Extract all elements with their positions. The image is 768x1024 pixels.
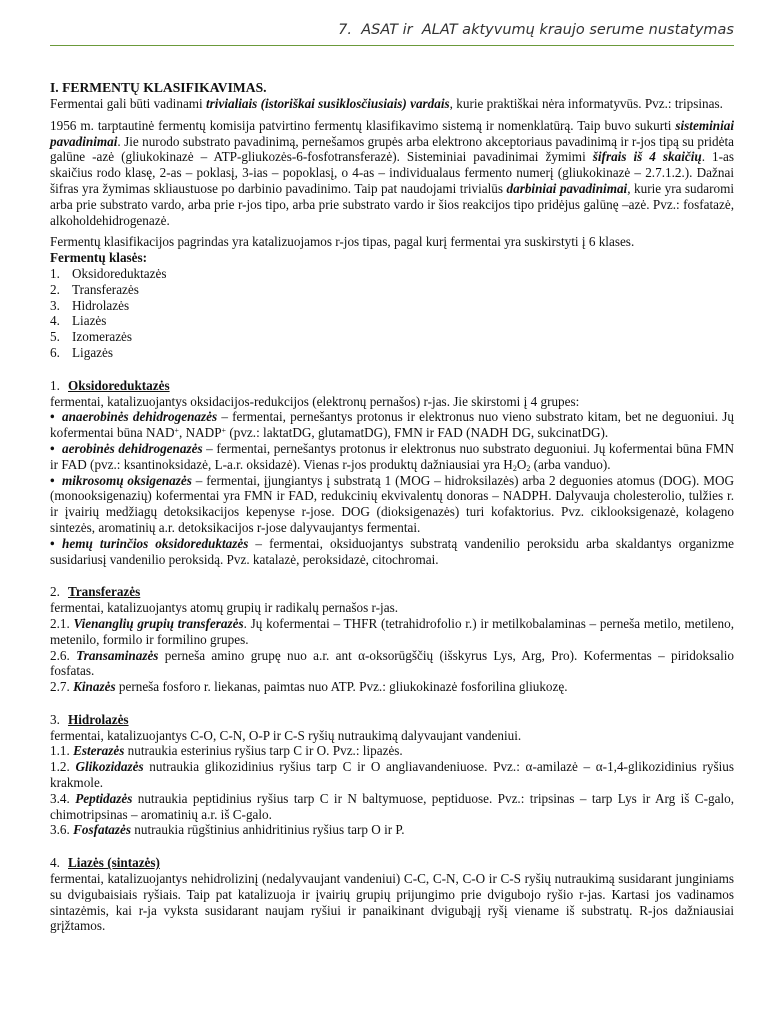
paragraph-systematic-names: 1956 m. tarptautinė fermentų komisija patvirtino fermentų klasifikavimo sistemą ir nomenklatūrą. Taip buvo sukurti sisteminiai pavadinimai. Jie nurodo substrato pavadinimą, pernešamos grupės arba elektrono akceptoriaus pavadinimą ir r-jos tipą su pridėta galūne -azė (gliukokinazė – ATP-gliukozės-6-fosfotransferazė). Sisteminiai pavadinimai žymimi šifrais iš 4 skaičių. 1-as skaičius rodo klasę, 2-as – poklasį, 3-ias – popoklasį, o 4-as – individualaus fermento numerį (gliukokinazė – 2.7.1.2.). Dažnai šifras yra žymimas skliaustuose po darbinio pavadinimo. Taip pat naudojami trivialūs darbiniai pavadinimai, kurie yra sudaromi arba prie substrato vardo, arba prie r-jos tipo, arba prie substrato vardo ir šios reakcijos tipo pridėjus galūnę –azė. Pvz.: fosfatazė, alkoholdehidrogenazė. (50, 117, 734, 228)
running-header: 7. ASAT ir ALAT aktyvumų kraujo serume nustatymas (50, 22, 734, 46)
classes-list (50, 266, 734, 361)
hydrolases-desc: fermentai, katalizuojantys C-O, C-N, O-P ir C-S ryšių nutraukimą dalyvaujant vandeniui. (50, 727, 522, 743)
list-item: 5. Izomerazės (50, 329, 133, 345)
term-systematic-names: sisteminiai pavadinimai (50, 117, 734, 149)
item-kinases: 2.7. Kinazės perneša fosforo r. liekanas, paimtas nuo ATP. Pvz.: gliukokinazė fosforilina gliukozę. (50, 679, 568, 695)
bullet-anaerobic: • anaerobinės dehidrogenazės – fermentai, pernešantys protonus ir elektronus nuo vieno substrato kitam, bet ne deguoniui. Jų kofermentai būna NAD+, NADP+ (pvz.: laktatDG, glutamatDG), FMN ir FAD (NADH DG, sukcinatDG). (50, 409, 735, 441)
list-item: 2. Transferazės (50, 281, 139, 297)
item-one-carbon: 2.1. Vienanglių grupių transferazės. Jų kofermentai – THFR (tetrahidrofolio r.) ir metilkobalaminas – perneša metilo, metileno, metenilo, formilo ir formilino grupes. (50, 615, 734, 647)
list-item: 3. Hidrolazės (50, 297, 130, 313)
transferases-heading: 2. Transferazės (50, 584, 141, 600)
item-esterases: 1.1. Esterazės nutraukia esterinius ryšius tarp C ir O. Pvz.: lipazės. (50, 743, 403, 759)
term-working-names: darbiniai pavadinimai (506, 180, 628, 196)
section-heading: I. FERMENTŲ KLASIFIKAVIMAS. (50, 80, 267, 95)
term-trivial-names: trivialiais (istoriškai susiklosčiusiais) vardais (206, 96, 450, 111)
list-item: 6. Ligazės (50, 344, 114, 360)
lyases-heading: 4. Liazės (sintazės) (50, 855, 160, 871)
paragraph-trivial-names: Fermentai gali būti vadinami trivialiais (istoriškai susiklosčiusiais) vardais, kurie praktiškai nėra informatyvūs. Pvz.: tripsinas. (50, 96, 723, 111)
oxidoreductases-heading: 1. Oksidoreduktazės (50, 377, 170, 393)
bullet-icon: • (50, 535, 55, 551)
list-item: 1. Oksidoreduktazės (50, 265, 167, 281)
bullet-icon: • (50, 440, 55, 456)
term-codes: šifrais iš 4 skaičių (592, 149, 702, 165)
item-peptidases: 3.4. Peptidazės nutraukia peptidinius ryšius tarp C ir N baltymuose, peptiduose. Pvz.: tripsinas – tarp Lys ir Arg iš C-galo, chimotripsinas – aromatinių a.r. iš C-galo. (50, 790, 734, 822)
bullet-microsomal: • mikrosomų oksigenazės – fermentai, įjungiantys į substratą 1 (MOG – hidroksilazės) arba 2 deguonies atomus (DOG). MOG (monooksigenazių) kofermentai yra FMN ir FAD, redukcinių ekvivalentų donoras – NADPH. Dalyvauja cholesterolio, tulžies r. ir įvairių medžiagų detoksikacijos kepenyse r-jose. DOG (dioksigenazės) turi kofaktorius. Pvz. ciklooksigenazė, kolageno sintezės, aromatinių a.r. detoksikacijos r-jose dalyvaujantys fermentai. (50, 472, 734, 535)
bullet-heme: • hemų turinčios oksidoreduktazės – fermentai, oksiduojantys substratą vandenilio peroksidu arba skaldantys organizme susidariusį vandenilio peroksidą. Pvz. katalazė, peroksidazė, citochromai. (50, 535, 734, 567)
bullet-icon: • (50, 472, 55, 488)
classes-title: Fermentų klasės: (50, 250, 148, 266)
bullet-icon: • (50, 409, 55, 425)
list-item: 4. Liazės (50, 313, 107, 329)
bullet-aerobic: • aerobinės dehidrogenazės – fermentai, pernešantys protonus ir elektronus nuo substrato deguoniui. Jų kofermentai būna FMN ir FAD (pvz.: ksantinoksidazė, L-a.r. oksidazė). Vienas r-jos produktų dažniausiai yra $H_2O_2$ (arba vanduo). (50, 440, 734, 473)
document-body (50, 80, 734, 934)
hydrolases-heading: 3. Hidrolazės (50, 711, 129, 727)
item-glycosidases: 1.2. Glikozidazės nutraukia glikozidinius ryšius tarp C ir O angliavandeniuose. Pvz.: α-amilazė – α-1,4-glikozidinius ryšius krakmole. (50, 759, 734, 791)
item-transaminases: 2.6. Transaminazės perneša amino grupę nuo a.r. ant α-oksorūgščių (išskyrus Lys, Arg, Pro). Kofermentas – piridoksalio fosfatas. (50, 647, 734, 679)
lyases-desc: fermentai, katalizuojantys nehidrolizinį (nedalyvaujant vandeniui) C-C, C-N, C-O ir C-S ryšių nutraukimą susidarant junginiams su dvigubaisiais ryšiais. Taip pat katalizuoja ir įvairių grupių prijungimo prie dvigubojo ryšio r-jas. Kartasi jos vadinamos sintazėmis, kai r-ja vyksta susidarant naujam ryšiui ir panaikinant dvigubąjį ryšį viename iš substratų. R-jos dažniausiai grįžtamos. (50, 871, 734, 934)
item-phosphatases: 3.6. Fosfatazės nutraukia rūgštinius anhidritinius ryšius tarp O ir P. (50, 822, 405, 838)
transferases-desc: fermentai, katalizuojantys atomų grupių ir radikalų pernašos r-jas. (50, 600, 398, 616)
oxidoreductases-desc: fermentai, katalizuojantys oksidacijos-redukcijos (elektronų pernašos) r-jas. Jie skirstomi į 4 grupes: (50, 393, 580, 409)
paragraph-classification-basis: Fermentų klasifikacijos pagrindas yra katalizuojamos r-jos tipas, pagal kurį fermentai yra suskirstyti į 6 klases. (50, 234, 635, 250)
